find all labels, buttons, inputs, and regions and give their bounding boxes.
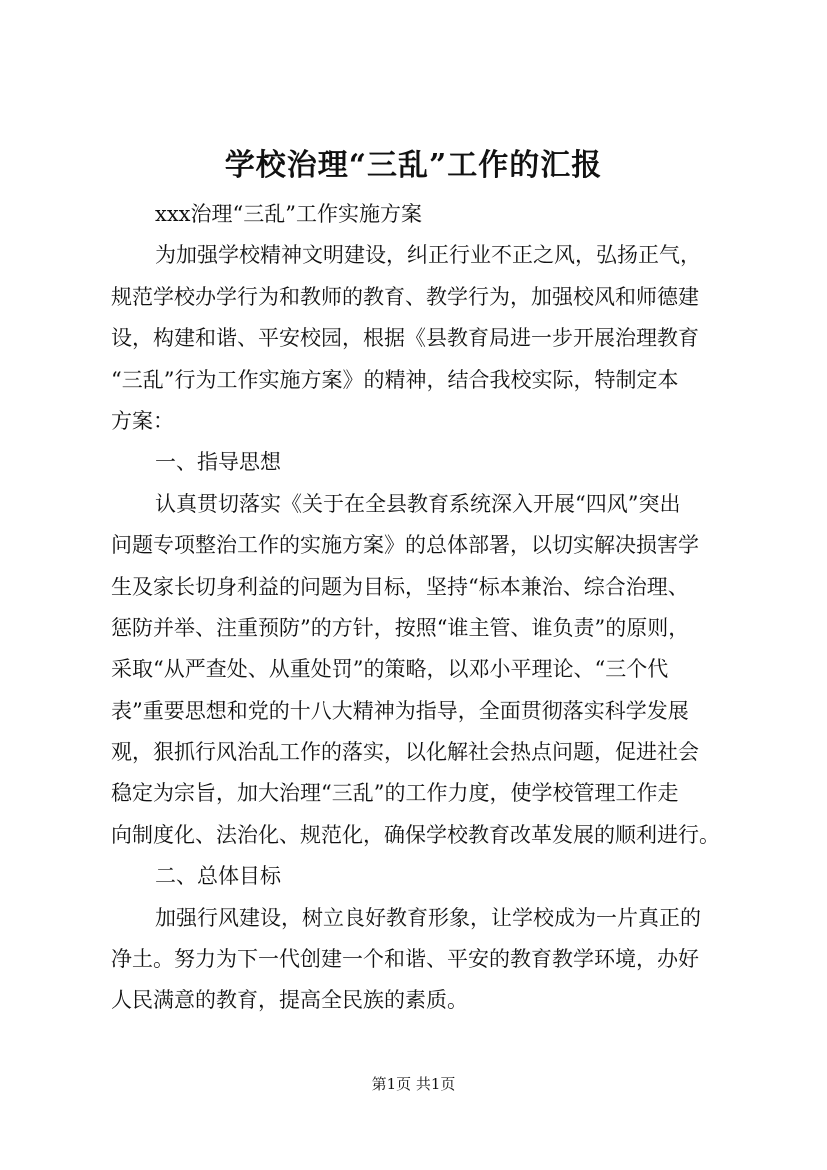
text-line: 采取“从严查处、从重处罚”的策略，以邓小平理论、“三个代 [111, 657, 669, 682]
text-line: 认真贯切落实《关于在全县教育系统深入开展“四风”突出 [155, 491, 681, 516]
text-line: 规范学校办学行为和教师的教育、教学行为，加强校风和师德建 [111, 284, 699, 309]
text-line: 二、总体目标 [155, 864, 281, 889]
text-line: 问题专项整治工作的实施方案》的总体部署，以切实解决损害学 [111, 533, 699, 558]
text-line: 方案： [111, 408, 174, 433]
text-line: 观，狠抓行风治乱工作的落实，以化解社会热点问题，促进社会 [111, 740, 699, 765]
text-line: 表”重要思想和党的十八大精神为指导，全面贯彻落实科学发展 [111, 698, 689, 723]
text-line: 净土。努力为下一代创建一个和谐、平安的教育教学环境，办好 [111, 947, 699, 972]
text-line: xxx治理“三乱”工作实施方案 [155, 202, 423, 226]
text-line: 生及家长切身利益的问题为目标，坚持“标本兼治、综合治理、 [111, 574, 689, 599]
text-line: 人民满意的教育，提高全民族的素质。 [111, 988, 468, 1013]
text-line: 稳定为宗旨，加大治理“三乱”的工作力度，使学校管理工作走 [111, 781, 679, 806]
text-line: 加强行风建设，树立良好教育形象，让学校成为一片真正的 [155, 905, 701, 930]
page-footer: 第1页 共1页 [371, 1075, 456, 1093]
document-title: 学校治理“三乱”工作的汇报 [224, 148, 603, 183]
text-line: 惩防并举、注重预防”的方针，按照“谁主管、谁负责”的原则， [111, 615, 690, 640]
text-line: 一、指导思想 [155, 450, 281, 475]
text-line: “三乱”行为工作实施方案》的精神，结合我校实际，特制定本 [111, 367, 679, 392]
text-line: 为加强学校精神文明建设，纠正行业不正之风，弘扬正气， [155, 243, 701, 268]
text-line: 向制度化、法治化、规范化，确保学校教育改革发展的顺利进行。 [111, 822, 720, 847]
text-line: 设，构建和谐、平安校园，根据《县教育局进一步开展治理教育 [111, 326, 699, 351]
document-body [111, 194, 737, 1022]
